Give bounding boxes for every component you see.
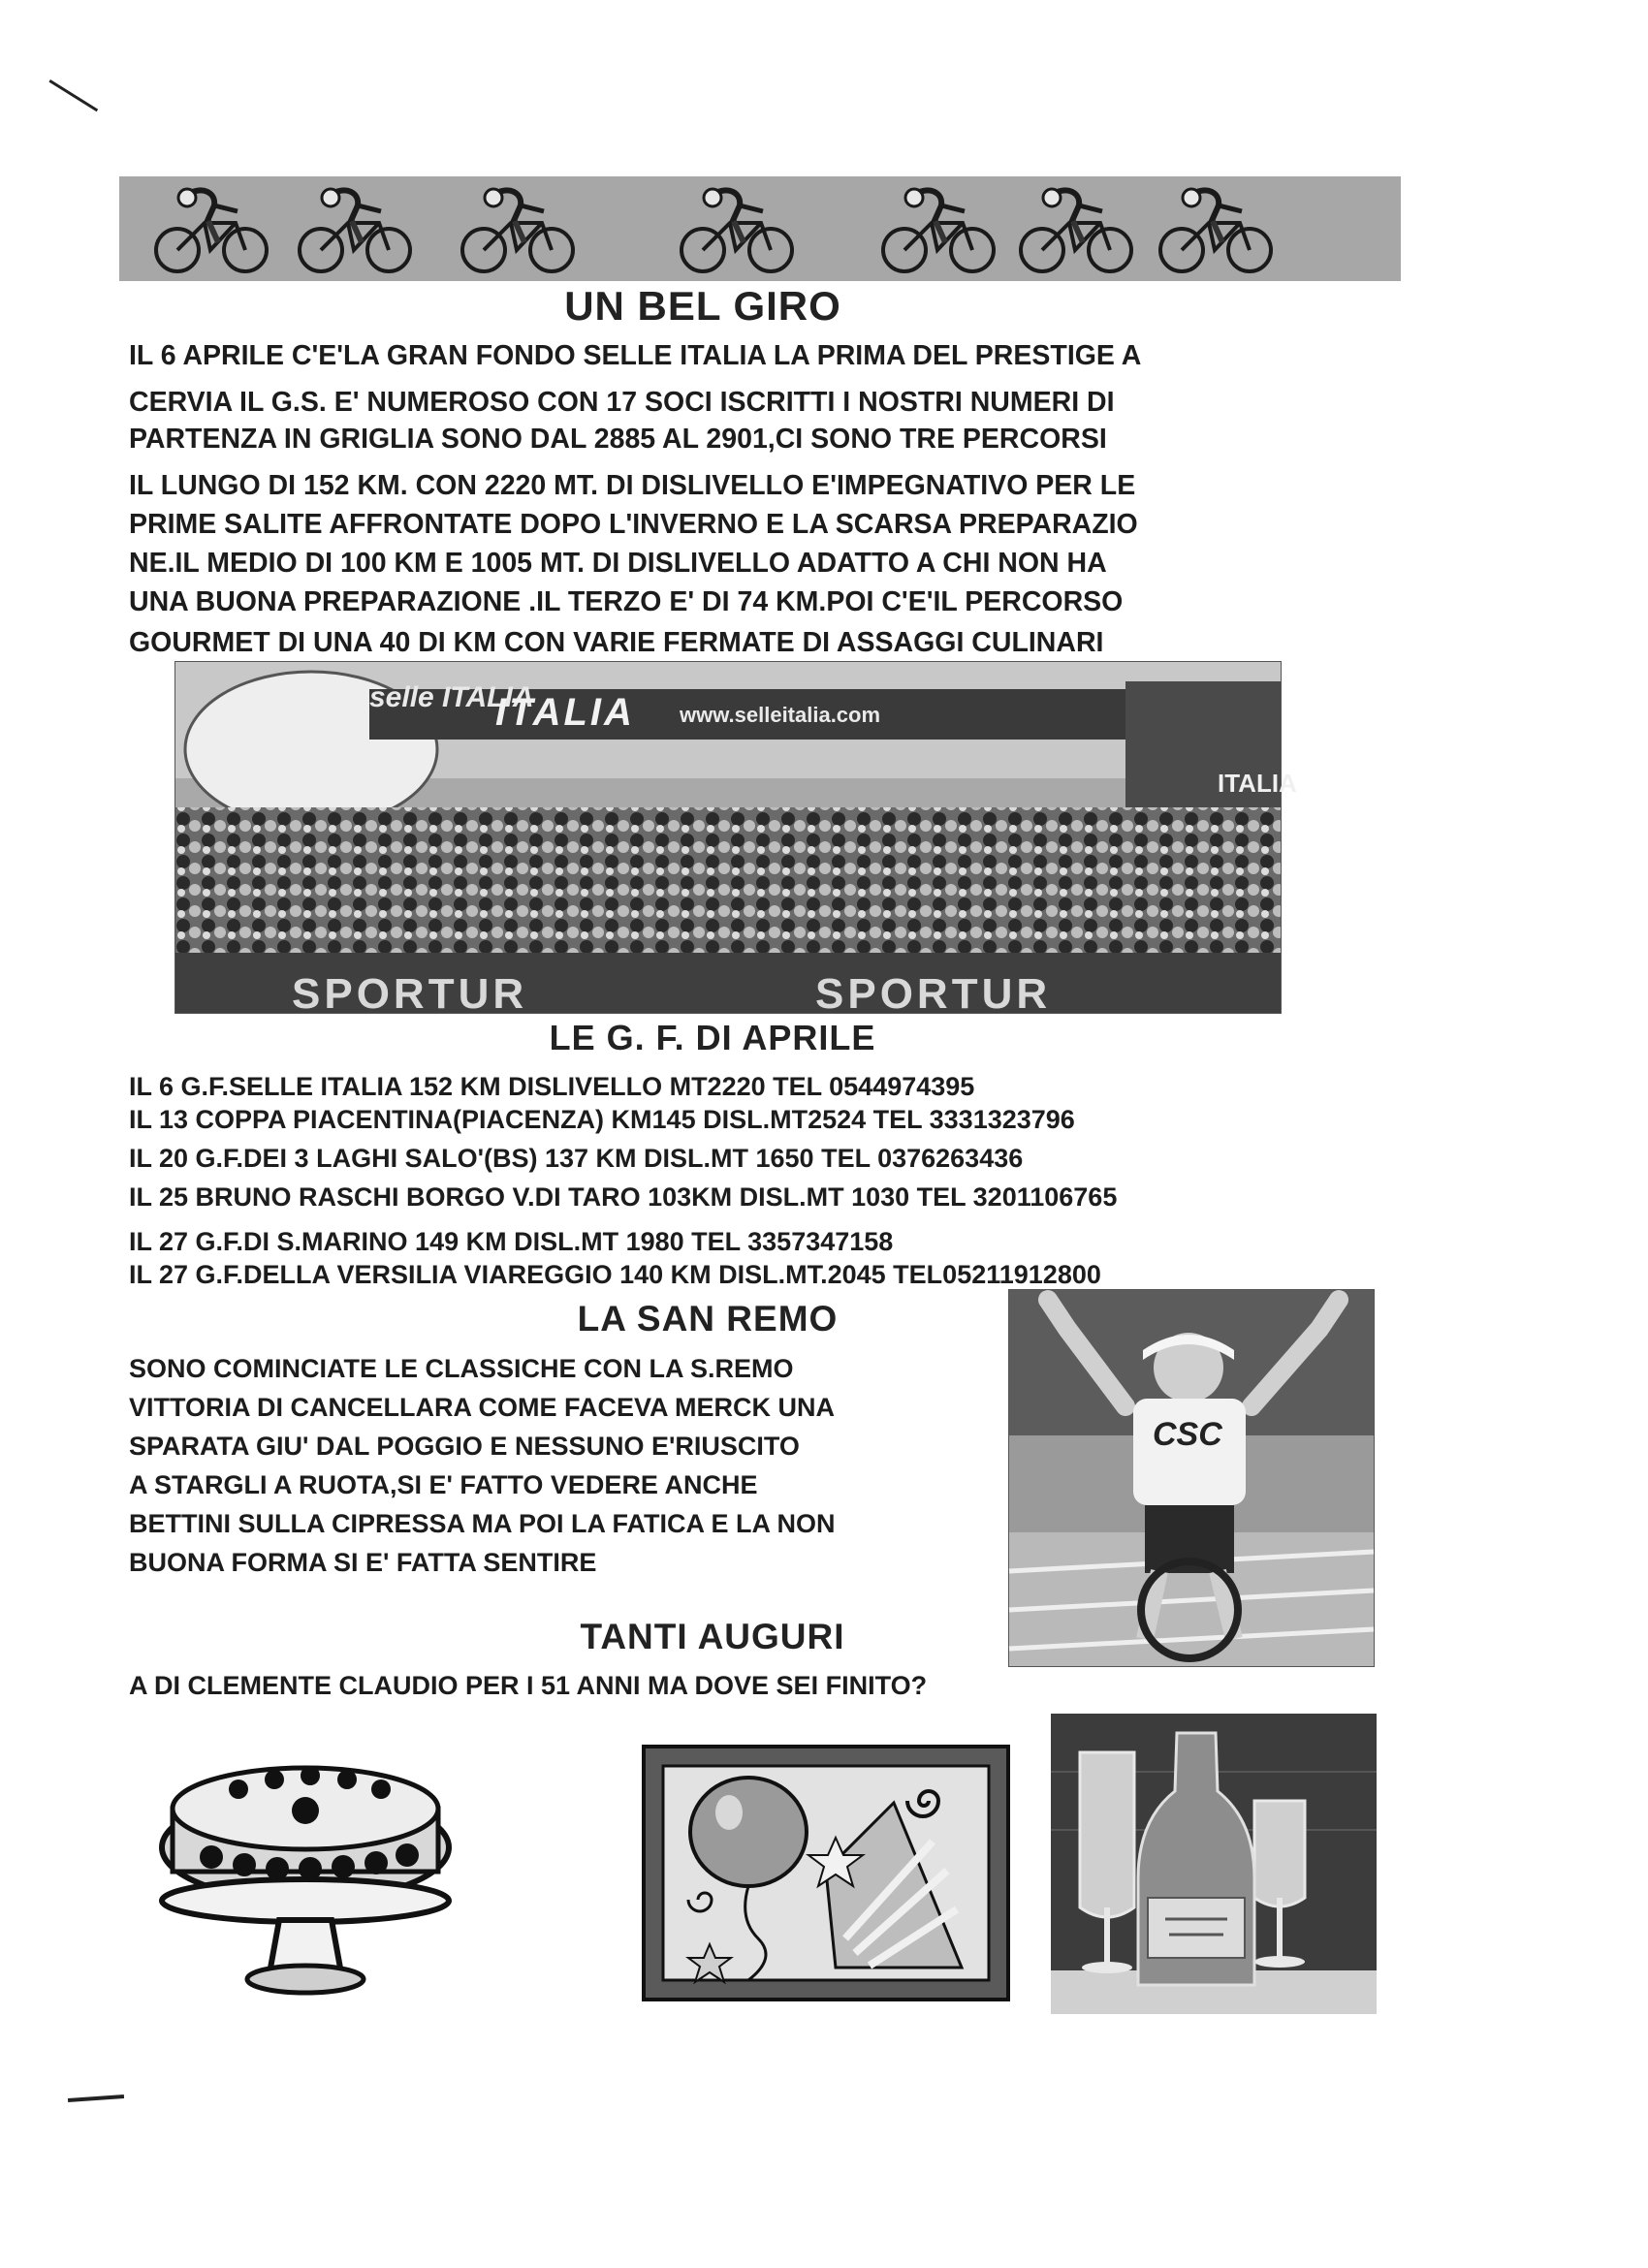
arch-url: www.selleitalia.com	[680, 703, 881, 727]
cyclists-banner	[119, 176, 1401, 281]
cyclist-icon	[292, 184, 420, 273]
start-crowd-photo	[174, 661, 1297, 1018]
balloon-icon	[642, 1745, 1010, 2001]
sanremo-line: BETTINI SULLA CIPRESSA MA POI LA FATICA E LA NON	[129, 1509, 836, 1538]
intro-line: NE.IL MEDIO DI 100 KM E 1005 MT. DI DISLIVELLO ADATTO A CHI NON HA	[129, 548, 1107, 579]
sanremo-line: SPARATA GIU' DAL POGGIO E NESSUNO E'RIUSCITO	[129, 1432, 800, 1461]
intro-line: PARTENZA IN GRIGLIA SONO DAL 2885 AL 2901,CI SONO TRE PERCORSI	[129, 424, 1107, 455]
sanremo-line: SONO COMINCIATE LE CLASSICHE CON LA S.REMO	[129, 1354, 794, 1383]
bottom-banner-left: SPORTUR	[292, 970, 528, 1018]
jersey-logo: CSC	[1153, 1416, 1222, 1453]
scan-mark-bottom	[68, 2095, 124, 2102]
auguri-heading: TANTI AUGURI	[580, 1617, 845, 1656]
page-title: UN BEL GIRO	[564, 283, 841, 329]
arch-brand-center: ITALIA	[495, 691, 635, 734]
sanremo-heading: LA SAN REMO	[577, 1299, 839, 1339]
cyclist-icon	[455, 184, 583, 273]
gf-line: IL 6 G.F.SELLE ITALIA 152 KM DISLIVELLO MT2220 TEL 0544974395	[129, 1072, 975, 1101]
scan-mark-top	[48, 79, 98, 111]
gf-heading: LE G. F. DI APRILE	[549, 1018, 876, 1057]
gf-line: IL 25 BRUNO RASCHI BORGO V.DI TARO 103KM DISL.MT 1030 TEL 3201106765	[129, 1182, 1118, 1212]
intro-line: CERVIA IL G.S. E' NUMEROSO CON 17 SOCI ISCRITTI I NOSTRI NUMERI DI	[129, 387, 1115, 418]
winner-photo	[1008, 1289, 1375, 1667]
gf-line: IL 13 COPPA PIACENTINA(PIACENZA) KM145 DISL.MT2524 TEL 3331323796	[129, 1105, 1075, 1134]
gf-line: IL 27 G.F.DI S.MARINO 149 KM DISL.MT 1980 TEL 3357347158	[129, 1227, 894, 1256]
side-brand: ITALIA	[1218, 769, 1297, 798]
sanremo-line: BUONA FORMA SI E' FATTA SENTIRE	[129, 1548, 597, 1577]
gf-line: IL 27 G.F.DELLA VERSILIA VIAREGGIO 140 KM DISL.MT.2045 TEL05211912800	[129, 1260, 1101, 1289]
intro-line: UNA BUONA PREPARAZIONE .IL TERZO E' DI 74 KM.POI C'E'IL PERCORSO	[129, 586, 1124, 617]
cyclist-icon	[1153, 184, 1281, 273]
sanremo-line: VITTORIA DI CANCELLARA COME FACEVA MERCK UNA	[129, 1393, 835, 1422]
intro-line: GOURMET DI UNA 40 DI KM CON VARIE FERMATE DI ASSAGGI CULINARI	[129, 627, 1104, 658]
cyclist-icon	[875, 184, 1003, 273]
cyclist-icon	[148, 184, 276, 273]
bottom-banner-right: SPORTUR	[815, 970, 1052, 1018]
gf-line: IL 20 G.F.DEI 3 LAGHI SALO'(BS) 137 KM DISL.MT 1650 TEL 0376263436	[129, 1144, 1024, 1173]
auguri-line: A DI CLEMENTE CLAUDIO PER I 51 ANNI MA DOVE SEI FINITO?	[129, 1671, 928, 1700]
intro-line: IL 6 APRILE C'E'LA GRAN FONDO SELLE ITALIA LA PRIMA DEL PRESTIGE A	[129, 340, 1142, 371]
champagne-icon	[1051, 1714, 1377, 2014]
cyclist-icon	[674, 184, 802, 273]
intro-line: PRIME SALITE AFFRONTATE DOPO L'INVERNO E LA SCARSA PREPARAZIO	[129, 509, 1138, 540]
cake-icon	[143, 1741, 468, 1998]
intro-line: IL LUNGO DI 152 KM. CON 2220 MT. DI DISLIVELLO E'IMPEGNATIVO PER LE	[129, 470, 1136, 501]
arch-brand-left: selle ITALIA	[369, 681, 534, 713]
cyclist-icon	[1013, 184, 1141, 273]
sanremo-line: A STARGLI A RUOTA,SI E' FATTO VEDERE ANCHE	[129, 1470, 758, 1499]
